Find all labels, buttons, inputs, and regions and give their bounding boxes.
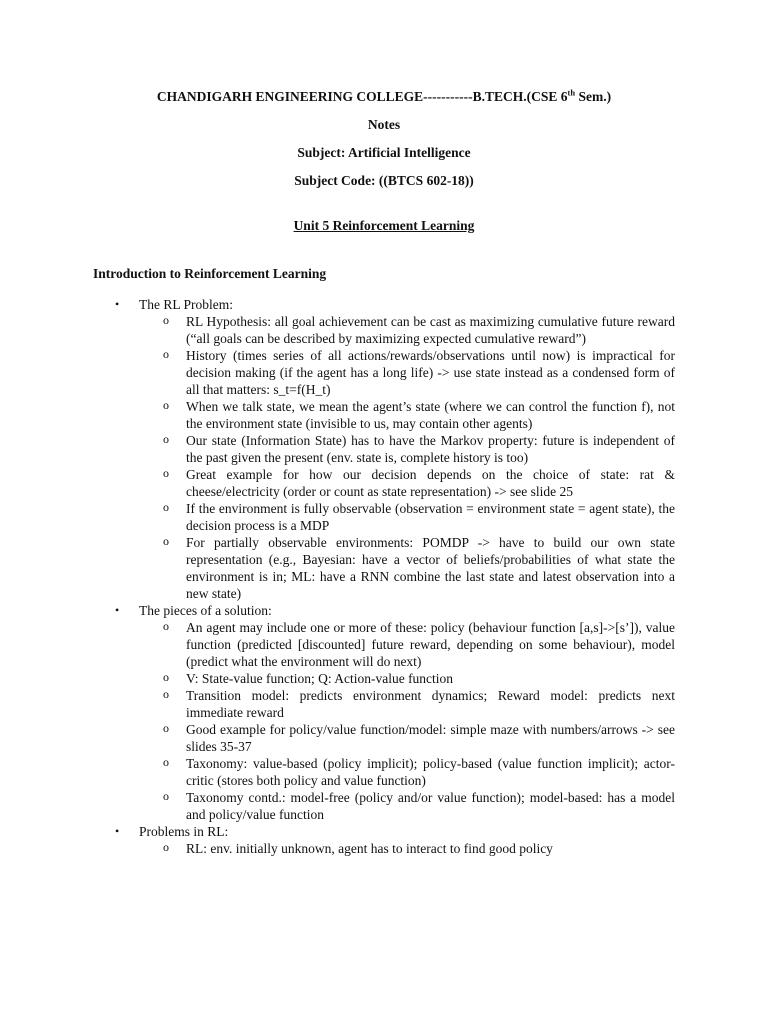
sub-list-item-text: History (times series of all actions/rewards/observations until now) is impractical for decision making (if the agent has a long life) -> use state instead as a condensed form of all that matters: s_t=f(H_t) [186,348,675,397]
bullet-icon: • [115,824,120,838]
list-item-label: Problems in RL: [139,824,229,839]
sub-list-item [163,313,675,347]
unit-heading: Unit 5 Reinforcement Learning [293,218,475,233]
sub-list-item-text: When we talk state, we mean the agent’s state (where we can control the function f), not the environment state (invisible to us, may contain other agents) [186,399,675,431]
semester-superscript: th [567,87,576,98]
sub-list-item-text: RL: env. initially unknown, agent has to interact to find good policy [186,841,553,856]
sub-list-item-text: Good example for policy/value function/model: simple maze with numbers/arrows -> see slides 35-37 [186,722,675,754]
sub-bullet-icon: o [163,466,169,480]
sub-list-item-text: Taxonomy contd.: model-free (policy and/or value function); model-based: has a model and policy/value function [186,790,675,822]
sub-list-item-text: If the environment is fully observable (observation = environment state = agent state), the decision process is a MDP [186,501,675,533]
sub-list-item-text: Great example for how our decision depends on the choice of state: rat & cheese/electricity (order or count as state representation) -> see slide 25 [186,467,675,499]
sub-bullet-icon: o [163,619,169,633]
list-item-label: The pieces of a solution: [139,603,272,618]
sub-list-item [163,840,675,857]
sub-list-item [163,500,675,534]
list-item-label: The RL Problem: [139,297,233,312]
subject-title: Subject: Artificial Intelligence [297,145,471,160]
sub-bullet-icon: o [163,670,169,684]
subject-code: Subject Code: ((BTCS 602-18)) [294,173,474,188]
sub-list-item [163,670,675,687]
college-title [0,88,768,105]
sub-list-item [163,789,675,823]
sub-list-item-text: V: State-value function; Q: Action-value function [186,671,454,686]
sub-bullet-icon: o [163,789,169,803]
sub-list-item [163,755,675,789]
sub-list-item [163,466,675,500]
bullet-icon: • [115,297,120,311]
sub-list-item [163,347,675,398]
bullet-icon: • [115,603,120,617]
college-title-end: Sem.) [575,89,612,104]
sub-bullet-icon: o [163,313,169,327]
sub-list-item [163,432,675,466]
sub-bullet-icon: o [163,755,169,769]
sub-list-item-text: For partially observable environments: POMDP -> have to build our own state representation (e.g., Bayesian: have a vector of beliefs/probabilities of what state the environment is in; ML: have a RNN combine the last state and latest observation into a new state) [186,535,675,601]
college-title-text: CHANDIGARH ENGINEERING COLLEGE-----------B.TECH.(CSE 6 [156,89,568,104]
notes-label: Notes [367,117,401,132]
sub-bullet-icon: o [163,534,169,548]
sub-bullet-icon: o [163,840,169,854]
sub-list-item [163,721,675,755]
list-item [115,296,679,602]
sub-bullet-icon: o [163,721,169,735]
sub-bullet-icon: o [163,347,169,361]
bullet-list [0,296,768,857]
sub-list-item-text: RL Hypothesis: all goal achievement can be cast as maximizing cumulative future reward (“all goals can be described by maximizing expected cumulative reward”) [186,314,675,346]
sub-list-item [163,398,675,432]
sub-bullet-icon: o [163,500,169,514]
list-item [115,823,679,857]
sub-list-item-text: Transition model: predicts environment dynamics; Reward model: predicts next immediate reward [186,688,675,720]
sub-bullet-icon: o [163,398,169,412]
sub-list-item [163,534,675,602]
sub-list-item [163,619,675,670]
list-item [115,602,679,823]
sub-list-item-text: Our state (Information State) has to have the Markov property: future is independent of the past given the present (env. state is, complete history is too) [186,433,675,465]
sub-bullet-icon: o [163,687,169,701]
sub-bullet-icon: o [163,432,169,446]
sub-list-item-text: Taxonomy: value-based (policy implicit); policy-based (value function implicit); actor-critic (stores both policy and value function) [186,756,675,788]
sub-list-item [163,687,675,721]
section-heading: Introduction to Reinforcement Learning [93,266,327,281]
sub-list-item-text: An agent may include one or more of these: policy (behaviour function [a,s]->[s’]), value function (predicted [discounted] future reward, depending on some behaviour), model (predict what the environment will do next) [186,620,675,669]
